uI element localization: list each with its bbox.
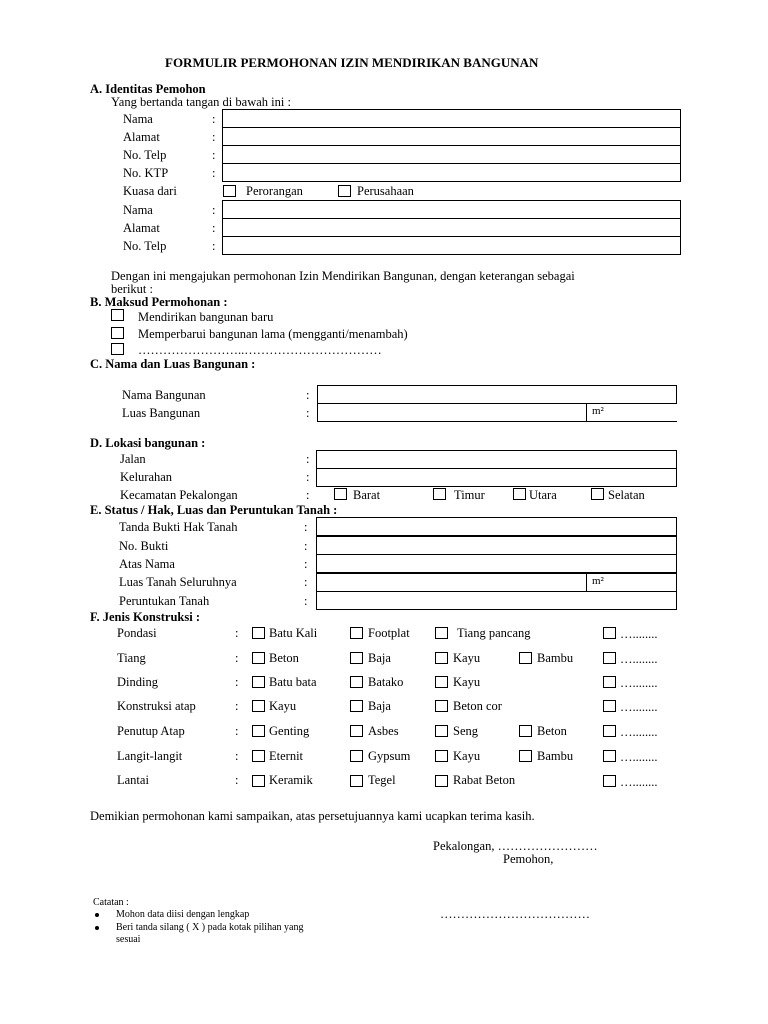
closing-text: Demikian permohonan kami sampaikan, atas persetujuannya kami ucapkan terima kasih. (90, 809, 535, 823)
label-dinding: Dinding (117, 675, 158, 689)
checkbox-beton[interactable] (252, 652, 265, 664)
unit-m2-tanah: m² (592, 575, 604, 587)
checkbox-baja[interactable] (350, 700, 363, 712)
checkbox-langit-lainnya[interactable] (603, 750, 616, 762)
statement-line1: Dengan ini mengajukan permohonan Izin Mendirikan Bangunan, dengan keterangan sebagai (111, 269, 575, 283)
checkbox-keramik[interactable] (252, 775, 265, 787)
label-nama-kuasa: Nama (123, 203, 153, 217)
note-2b: sesuai (116, 934, 141, 945)
checkbox-selatan[interactable] (591, 488, 604, 500)
label-no-bukti: No. Bukti (119, 539, 169, 553)
label-nama-bangunan: Nama Bangunan (122, 388, 206, 402)
label-kayu: Kayu (453, 651, 481, 665)
input-no-bukti[interactable] (316, 536, 677, 555)
colon: : (304, 594, 308, 608)
label-jalan: Jalan (120, 452, 146, 466)
notes-heading: Catatan : (93, 897, 129, 908)
input-alamat-kuasa[interactable] (222, 218, 681, 237)
label-beton: Beton (537, 724, 567, 738)
dots-langit: …........ (620, 750, 658, 764)
colon: : (306, 470, 310, 484)
label-kayu: Kayu (453, 749, 481, 763)
colon: : (235, 749, 239, 763)
checkbox-perusahaan[interactable] (338, 185, 351, 197)
label-gypsum: Gypsum (368, 749, 411, 763)
label-alamat: Alamat (123, 130, 160, 144)
label-telp-kuasa: No. Telp (123, 239, 167, 253)
checkbox-kayu[interactable] (435, 750, 448, 762)
unit-m2: m² (592, 405, 604, 417)
label-lainnya-dots: ……………………..…………………………… (138, 343, 382, 357)
label-footplat: Footplat (368, 626, 410, 640)
checkbox-tiang-pancang[interactable] (435, 627, 448, 639)
label-ktp: No. KTP (123, 166, 169, 180)
input-kelurahan[interactable] (316, 468, 677, 487)
input-jalan[interactable] (316, 450, 677, 469)
input-alamat[interactable] (222, 127, 681, 146)
label-pondasi: Pondasi (117, 626, 157, 640)
label-konstruksi-atap: Konstruksi atap (117, 699, 196, 713)
label-penutup-atap: Penutup Atap (117, 724, 185, 738)
dots-tiang: …........ (620, 652, 658, 666)
colon: : (212, 130, 216, 144)
colon: : (212, 203, 216, 217)
label-batako: Batako (368, 675, 404, 689)
label-peruntukan: Peruntukan Tanah (119, 594, 210, 608)
label-tiang-pancang: Tiang pancang (457, 626, 531, 640)
checkbox-bambu[interactable] (519, 750, 532, 762)
colon: : (212, 221, 216, 235)
page-title: FORMULIR PERMOHONAN IZIN MENDIRIKAN BANGUNAN (165, 55, 539, 70)
label-bambu: Bambu (537, 651, 574, 665)
label-beton-cor: Beton cor (453, 699, 502, 713)
unit-underline (587, 421, 677, 422)
bullet (95, 926, 99, 930)
checkbox-batako[interactable] (350, 676, 363, 688)
label-luas-bangunan: Luas Bangunan (122, 406, 201, 420)
label-kayu: Kayu (269, 699, 297, 713)
input-nama[interactable] (222, 109, 681, 128)
label-barat: Barat (353, 488, 381, 502)
label-kayu: Kayu (453, 675, 481, 689)
bullet (95, 913, 99, 917)
section-a-intro: Yang bertanda tangan di bawah ini : (111, 95, 291, 109)
checkbox-gypsum[interactable] (350, 750, 363, 762)
colon: : (212, 112, 216, 126)
checkbox-seng[interactable] (435, 725, 448, 737)
checkbox-rabat-beton[interactable] (435, 775, 448, 787)
label-nama: Nama (123, 112, 153, 126)
label-telp: No. Telp (123, 148, 167, 162)
label-tanda-bukti: Tanda Bukti Hak Tanah (119, 520, 238, 534)
colon: : (304, 539, 308, 553)
label-eternit: Eternit (269, 749, 304, 763)
checkbox-penutup-lainnya[interactable] (603, 725, 616, 737)
label-langit-langit: Langit-langit (117, 749, 183, 763)
label-seng: Seng (453, 724, 478, 738)
input-luas-tanah[interactable] (316, 573, 587, 592)
colon: : (235, 675, 239, 689)
checkbox-kayu[interactable] (252, 700, 265, 712)
checkbox-batu-kali[interactable] (252, 627, 265, 639)
label-lantai: Lantai (117, 773, 149, 787)
section-d-heading: D. Lokasi bangunan : (90, 436, 206, 450)
section-c-heading: C. Nama dan Luas Bangunan : (90, 357, 256, 371)
checkbox-dinding-lainnya[interactable] (603, 676, 616, 688)
colon: : (235, 651, 239, 665)
input-nama-bangunan[interactable] (317, 385, 677, 404)
section-f-heading: F. Jenis Konstruksi : (90, 610, 200, 624)
label-luas-tanah: Luas Tanah Seluruhnya (119, 575, 237, 589)
colon: : (304, 557, 308, 571)
note-2a: Beri tanda silang ( X ) pada kotak pilihan yang (116, 922, 304, 933)
colon: : (212, 166, 216, 180)
checkbox-beton[interactable] (519, 725, 532, 737)
input-nama-kuasa[interactable] (222, 200, 681, 219)
input-atas-nama[interactable] (316, 554, 677, 573)
place-date: Pekalongan, …………………… (433, 839, 598, 853)
checkbox-pondasi-lainnya[interactable] (603, 627, 616, 639)
checkbox-eternit[interactable] (252, 750, 265, 762)
section-a-heading: A. Identitas Pemohon (90, 82, 206, 96)
dots-lantai: …........ (620, 775, 658, 789)
checkbox-lantai-lainnya[interactable] (603, 775, 616, 787)
label-kelurahan: Kelurahan (120, 470, 173, 484)
label-genting: Genting (269, 724, 310, 738)
colon: : (235, 773, 239, 787)
input-telp-kuasa[interactable] (222, 236, 681, 255)
label-tiang: Tiang (117, 651, 146, 665)
checkbox-kayu[interactable] (435, 652, 448, 664)
label-atas-nama: Atas Nama (119, 557, 175, 571)
colon: : (235, 724, 239, 738)
label-tegel: Tegel (368, 773, 396, 787)
colon: : (235, 699, 239, 713)
label-bambu: Bambu (537, 749, 574, 763)
dots-dinding: …........ (620, 676, 658, 690)
label-kecamatan: Kecamatan Pekalongan (120, 488, 238, 502)
colon: : (306, 452, 310, 466)
input-peruntukan[interactable] (316, 591, 677, 610)
checkbox-perorangan[interactable] (223, 185, 236, 197)
label-batu-kali: Batu Kali (269, 626, 318, 640)
input-telp[interactable] (222, 145, 681, 164)
signature-line: ……………………………… (440, 907, 590, 921)
checkbox-genting[interactable] (252, 725, 265, 737)
label-asbes: Asbes (368, 724, 399, 738)
checkbox-batu-bata[interactable] (252, 676, 265, 688)
label-perusahaan: Perusahaan (357, 184, 414, 198)
checkbox-barat[interactable] (334, 488, 347, 500)
colon: : (304, 520, 308, 534)
label-selatan: Selatan (608, 488, 645, 502)
checkbox-tiang-lainnya[interactable] (603, 652, 616, 664)
colon: : (235, 626, 239, 640)
colon: : (304, 575, 308, 589)
section-e-heading: E. Status / Hak, Luas dan Peruntukan Tanah : (90, 503, 338, 517)
checkbox-utara[interactable] (513, 488, 526, 500)
label-beton: Beton (269, 651, 299, 665)
label-baja: Baja (368, 699, 391, 713)
checkbox-asbes[interactable] (350, 725, 363, 737)
input-ktp[interactable] (222, 163, 681, 182)
checkbox-atap-lainnya[interactable] (603, 700, 616, 712)
label-keramik: Keramik (269, 773, 313, 787)
label-perorangan: Perorangan (246, 184, 303, 198)
checkbox-tegel[interactable] (350, 775, 363, 787)
checkbox-bambu[interactable] (519, 652, 532, 664)
checkbox-mendirikan[interactable] (111, 309, 124, 321)
section-b-heading: B. Maksud Permohonan : (90, 295, 228, 309)
dots-pondasi: …........ (620, 627, 658, 641)
checkbox-memperbarui[interactable] (111, 327, 124, 339)
label-kuasa: Kuasa dari (123, 184, 177, 198)
checkbox-timur[interactable] (433, 488, 446, 500)
label-alamat-kuasa: Alamat (123, 221, 160, 235)
dots-atap: …........ (620, 700, 658, 714)
note-1: Mohon data diisi dengan lengkap (116, 909, 250, 920)
label-batu-bata: Batu bata (269, 675, 317, 689)
input-luas-bangunan[interactable] (317, 403, 587, 422)
colon: : (306, 488, 310, 502)
label-utara: Utara (529, 488, 557, 502)
checkbox-lainnya[interactable] (111, 343, 124, 355)
dots-penutup: …........ (620, 725, 658, 739)
checkbox-baja[interactable] (350, 652, 363, 664)
label-mendirikan: Mendirikan bangunan baru (138, 310, 274, 324)
label-timur: Timur (454, 488, 485, 502)
statement-line2: berikut : (111, 282, 154, 296)
colon: : (212, 239, 216, 253)
label-baja: Baja (368, 651, 391, 665)
checkbox-kayu[interactable] (435, 676, 448, 688)
label-memperbarui: Memperbarui bangunan lama (mengganti/menambah) (138, 327, 408, 341)
colon: : (212, 148, 216, 162)
colon: : (306, 406, 310, 420)
checkbox-beton-cor[interactable] (435, 700, 448, 712)
label-rabat-beton: Rabat Beton (453, 773, 516, 787)
checkbox-footplat[interactable] (350, 627, 363, 639)
colon: : (306, 388, 310, 402)
pemohon-label: Pemohon, (503, 852, 554, 866)
input-tanda-bukti[interactable] (316, 517, 677, 536)
